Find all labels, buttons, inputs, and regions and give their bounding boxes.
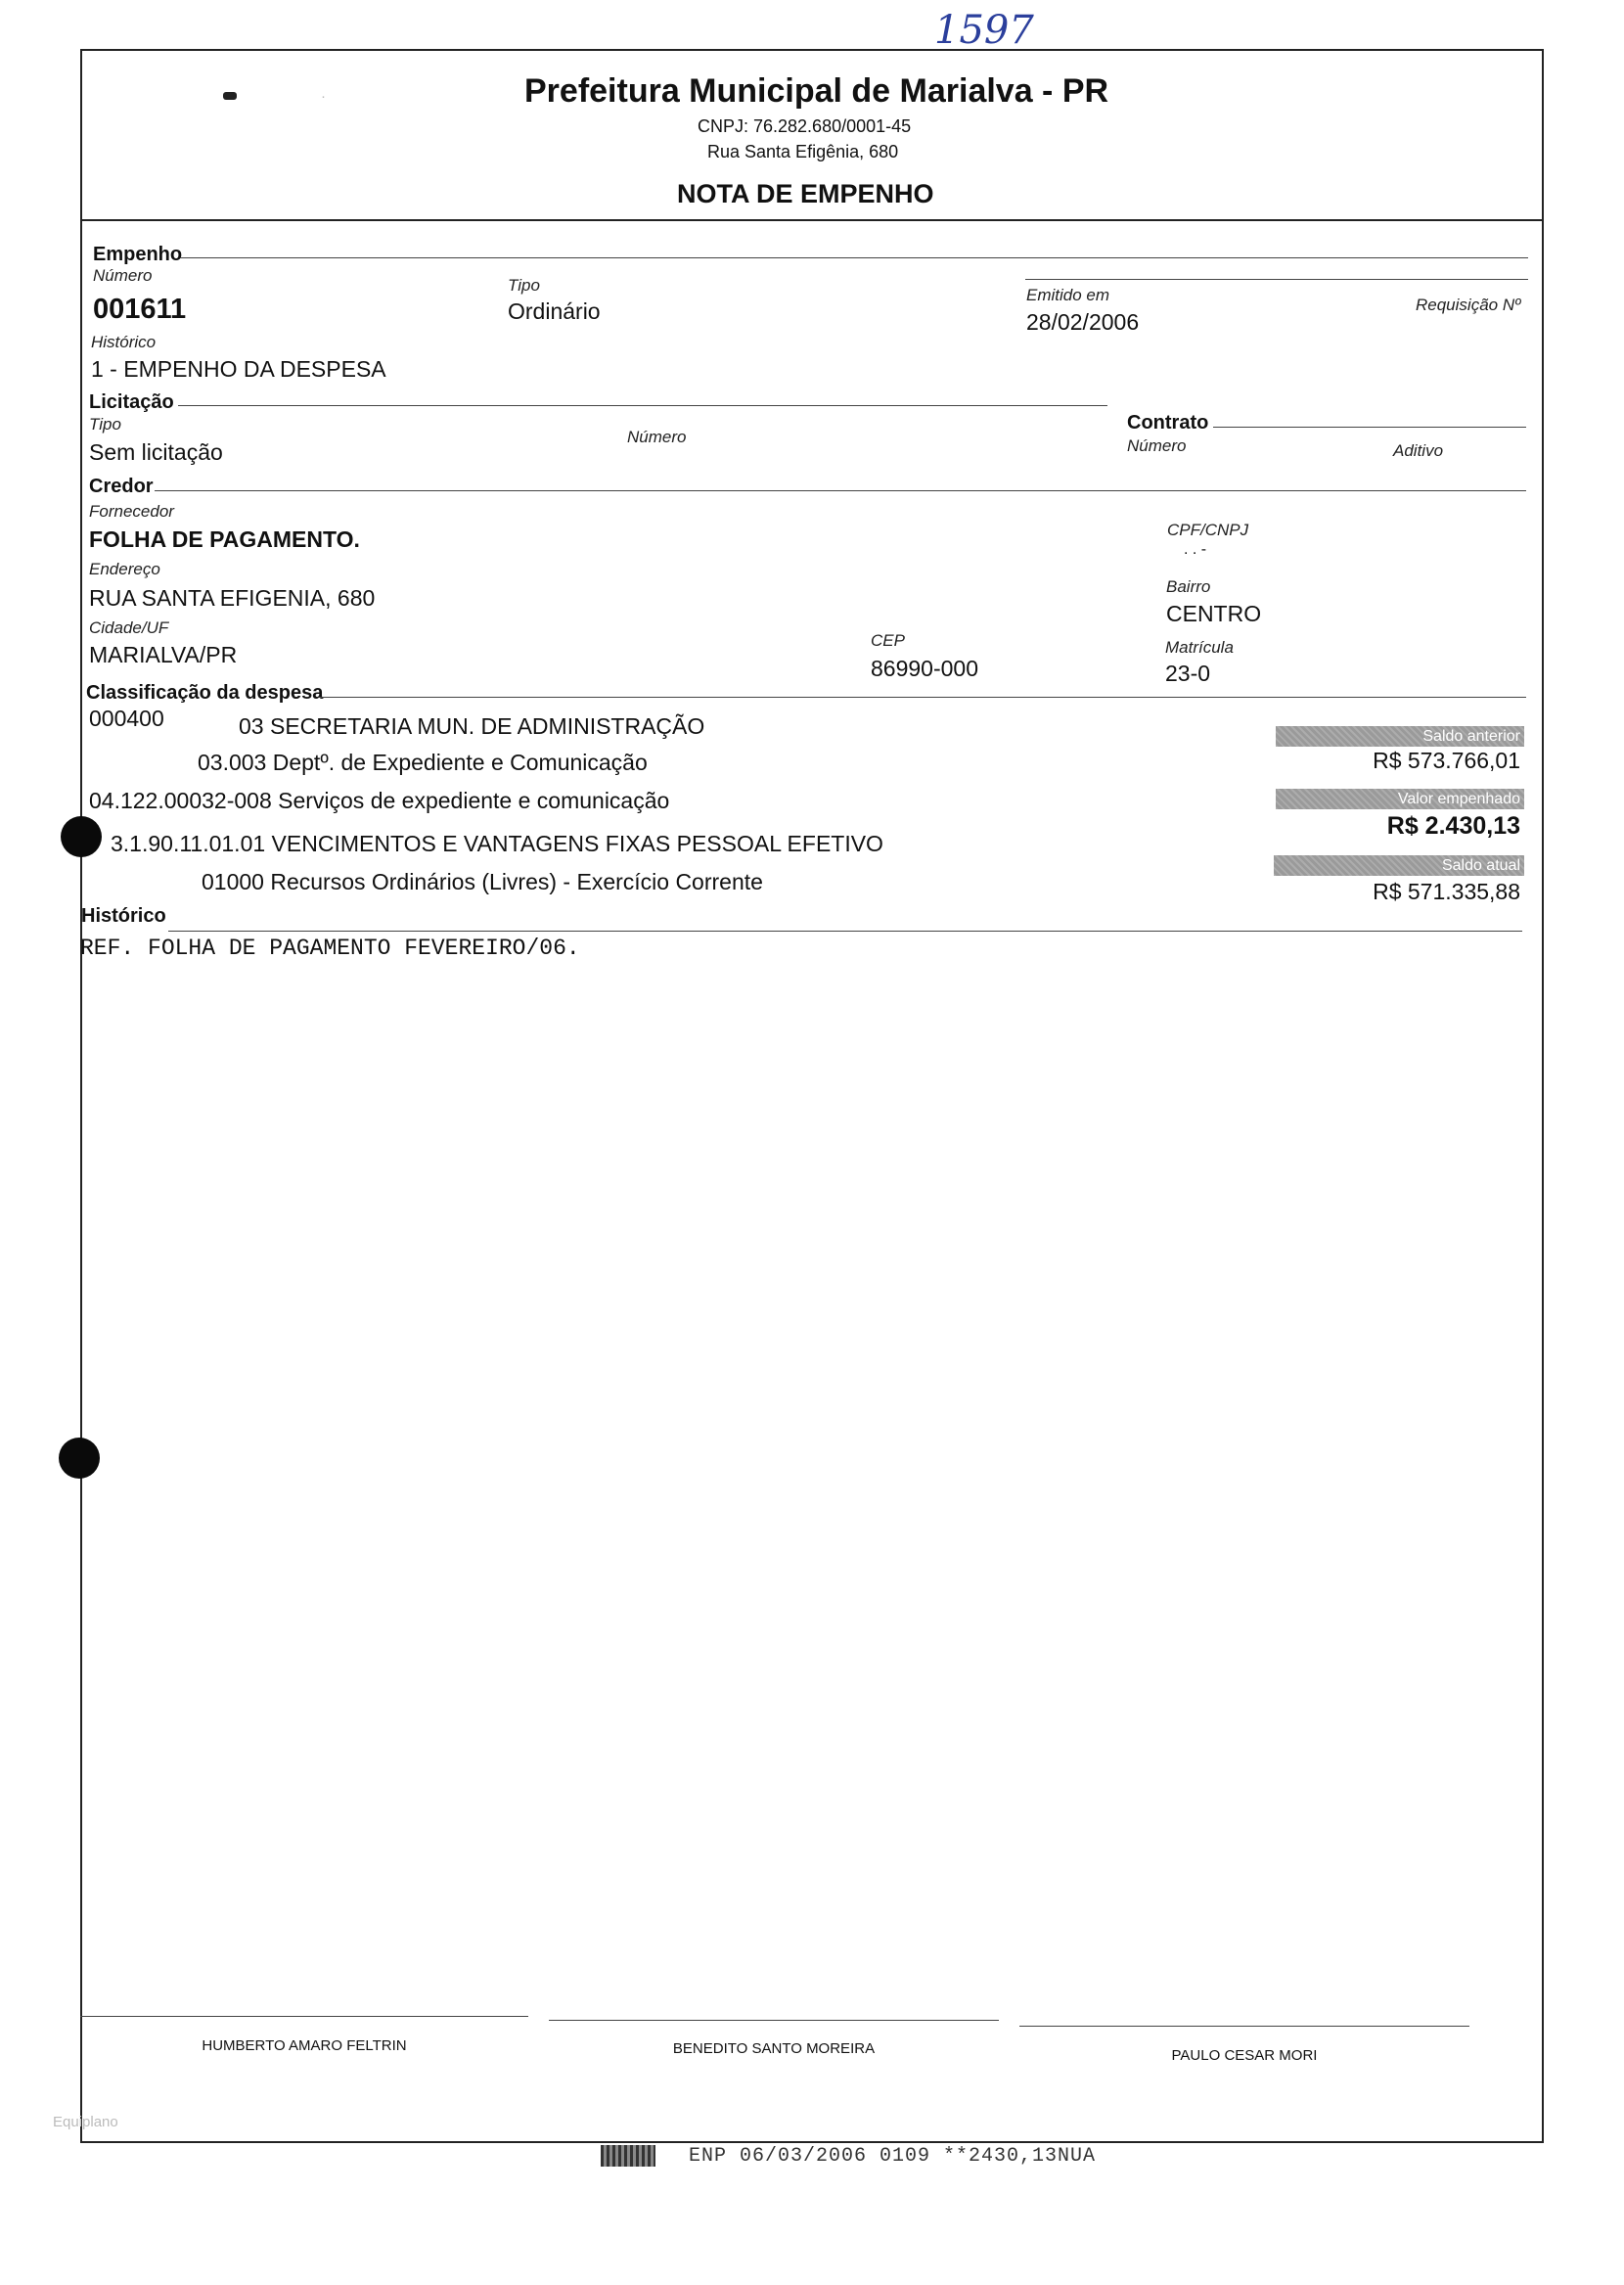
class-line-1: 03 SECRETARIA MUN. DE ADMINISTRAÇÃO	[239, 713, 705, 739]
empenho-line	[180, 257, 1528, 258]
matricula-label: Matrícula	[1165, 638, 1234, 657]
section-empenho: Empenho	[93, 244, 183, 265]
classificacao-line	[319, 697, 1526, 698]
punch-hole-bottom	[59, 1438, 100, 1479]
class-line-2: 03.003 Deptº. de Expediente e Comunicação	[198, 750, 648, 775]
licitacao-tipo-label: Tipo	[89, 415, 121, 434]
signature-line-3	[1019, 2026, 1469, 2027]
cep-value: 86990-000	[871, 656, 978, 681]
signature-name-2: BENEDITO SANTO MOREIRA	[672, 2040, 876, 2057]
signature-name-3: PAULO CESAR MORI	[1171, 2047, 1318, 2064]
stamp-logo-icon	[601, 2145, 655, 2167]
class-line-5: 01000 Recursos Ordinários (Livres) - Exercício Corrente	[202, 869, 763, 894]
endereco-label: Endereço	[89, 560, 160, 578]
licitacao-tipo: Sem licitação	[89, 439, 223, 465]
contrato-line	[1213, 427, 1526, 428]
logo-mark	[223, 92, 237, 100]
contrato-numero-label: Número	[1127, 436, 1187, 455]
empenho-tipo: Ordinário	[508, 298, 601, 324]
signature-line-2	[549, 2020, 999, 2021]
empenho-numero-label: Número	[93, 266, 153, 285]
cpf-label: CPF/CNPJ	[1167, 521, 1249, 539]
doc-title: NOTA DE EMPENHO	[677, 179, 934, 208]
cnpj-text: CNPJ: 76.282.680/0001-45	[698, 116, 912, 136]
empenho-numero: 001611	[93, 294, 187, 325]
saldo-anterior-bar: Saldo anterior	[1276, 726, 1524, 747]
section-classificacao: Classificação da despesa	[86, 682, 324, 704]
section-credor: Credor	[89, 476, 154, 497]
endereco-value: RUA SANTA EFIGENIA, 680	[89, 585, 376, 611]
historico-text: REF. FOLHA DE PAGAMENTO FEVEREIRO/06.	[80, 936, 580, 961]
section-licitacao: Licitação	[89, 391, 174, 413]
saldo-atual-bar: Saldo atual	[1274, 855, 1524, 876]
section-historico: Histórico	[81, 905, 166, 927]
punch-hole-top	[61, 816, 102, 857]
contrato-aditivo-label: Aditivo	[1393, 441, 1444, 460]
saldo-atual-value: R$ 571.335,88	[1373, 879, 1520, 904]
logo-mark-faint: ·	[321, 88, 326, 105]
cidade-value: MARIALVA/PR	[89, 642, 238, 667]
empenho-historico: 1 - EMPENHO DA DESPESA	[91, 356, 386, 382]
historico-line	[168, 931, 1522, 932]
bairro-label: Bairro	[1166, 577, 1211, 596]
requisicao-label: Requisição Nº	[1416, 296, 1521, 314]
signature-name-1: HUMBERTO AMARO FELTRIN	[202, 2037, 407, 2054]
empenho-line-2	[1025, 279, 1528, 280]
class-code: 000400	[89, 706, 164, 731]
emitido-label: Emitido em	[1026, 286, 1110, 304]
header-divider	[80, 219, 1544, 221]
cep-label: CEP	[871, 631, 905, 650]
software-name: Equiplano	[53, 2114, 118, 2130]
valor-empenhado-value: R$ 2.430,13	[1386, 812, 1520, 840]
cidade-label: Cidade/UF	[89, 618, 169, 637]
empenho-tipo-label: Tipo	[508, 276, 540, 295]
matricula-value: 23-0	[1165, 661, 1211, 686]
fornecedor-label: Fornecedor	[89, 502, 174, 521]
historico-label: Histórico	[91, 333, 157, 351]
address-text: Rua Santa Efigênia, 680	[707, 142, 899, 161]
bairro-value: CENTRO	[1166, 601, 1262, 626]
emitido-date: 28/02/2006	[1026, 309, 1140, 335]
mechanical-stamp: ENP 06/03/2006 0109 **2430,13NUA	[689, 2145, 1097, 2168]
signature-line-1	[80, 2016, 528, 2017]
licitacao-numero-label: Número	[627, 428, 687, 446]
class-line-3: 04.122.00032-008 Serviços de expediente e comunicação	[89, 788, 670, 813]
credor-line	[155, 490, 1526, 491]
handwritten-page-number: 1597	[934, 8, 1034, 53]
licitacao-line	[178, 405, 1107, 406]
section-contrato: Contrato	[1127, 412, 1209, 434]
saldo-anterior-value: R$ 573.766,01	[1373, 748, 1520, 773]
page-title: Prefeitura Municipal de Marialva - PR	[524, 72, 1109, 110]
valor-empenhado-bar: Valor empenhado	[1276, 789, 1524, 809]
class-line-4: 3.1.90.11.01.01 VENCIMENTOS E VANTAGENS FIXAS PESSOAL EFETIVO	[111, 831, 883, 856]
cpf-value: . . -	[1184, 541, 1207, 558]
fornecedor-name: FOLHA DE PAGAMENTO.	[89, 526, 360, 552]
